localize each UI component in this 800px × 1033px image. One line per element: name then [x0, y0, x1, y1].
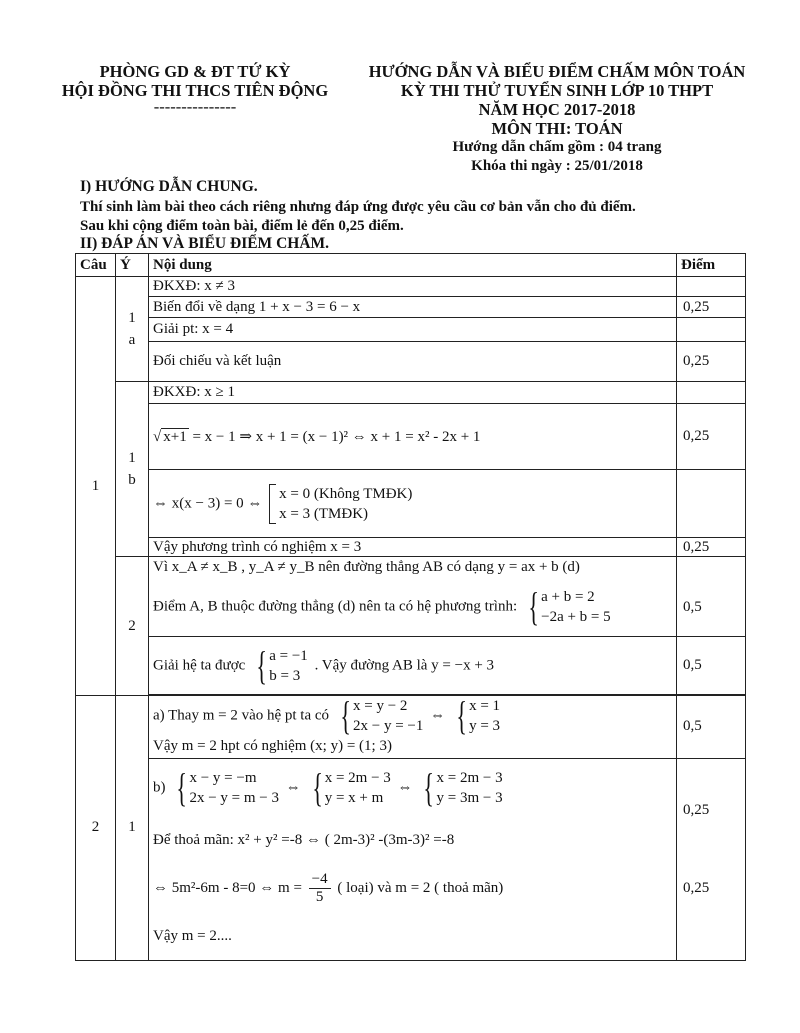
points-cell: 0,25 — [677, 342, 746, 382]
exam-name: KỲ THI THỬ TUYỂN SINH LỚP 10 THPT — [400, 81, 714, 100]
header-left — [40, 62, 350, 114]
points-cell: 0,25 — [677, 538, 746, 557]
content-cell: Để thoả mãn: x² + y² =-8 ⇔ ( 2m-3)² -(3m-3)² =-8 — [149, 818, 677, 862]
equation-text: a) Thay m = 2 vào hệ pt ta có — [153, 707, 330, 724]
table-row — [76, 470, 746, 538]
brace: { — [340, 693, 351, 738]
section2-title: II) ĐÁP ÁN VÀ BIỂU ĐIỂM CHẤM. — [80, 235, 330, 252]
points-cell: 0,25 — [677, 758, 746, 862]
solution-set — [269, 484, 412, 524]
equation-system — [308, 765, 391, 811]
fraction-denominator: 5 — [315, 888, 324, 905]
equivalence-arrow: ⇔ — [430, 707, 446, 724]
table-row — [76, 342, 746, 382]
points-cell — [677, 914, 746, 960]
table-row — [76, 696, 746, 737]
equivalence-arrow: ⇔ — [285, 779, 301, 796]
table-row — [76, 818, 746, 862]
content-cell — [149, 637, 677, 695]
system-line: x = 1 — [469, 698, 501, 714]
content-cell — [149, 579, 677, 637]
equation-system — [419, 765, 503, 811]
table-row — [76, 557, 746, 579]
department-name: PHÒNG GD & ĐT TỨ KỲ — [99, 62, 291, 81]
part-label: 2 — [116, 557, 149, 696]
table-row — [76, 579, 746, 637]
points-cell: 0,25 — [677, 862, 746, 914]
points-cell: 0,25 — [677, 404, 746, 470]
content-cell: ĐKXĐ: x ≠ 3 — [149, 277, 677, 297]
part-label: 1 — [116, 696, 149, 961]
school-year: NĂM HỌC 2017-2018 — [478, 100, 636, 119]
fraction-numerator: −4 — [309, 871, 331, 889]
content-cell: Đối chiếu và kết luận — [149, 342, 677, 382]
section1-title: I) HƯỚNG DẪN CHUNG. — [80, 178, 258, 195]
points-cell — [677, 470, 746, 538]
solution-line: x = 3 (TMĐK) — [279, 505, 369, 522]
equation-system — [524, 584, 611, 630]
points-cell — [677, 277, 746, 297]
system-line: y = 3 — [469, 718, 501, 734]
equation-text: ⇔ x(x − 3) = 0 ⇔ — [153, 494, 263, 511]
content-cell — [149, 862, 677, 914]
solution-line: x = 0 (Không TMĐK) — [279, 485, 413, 502]
content-cell: Vì x_A ≠ x_B , y_A ≠ y_B nên đường thẳng AB có dạng y = ax + b (d) — [149, 557, 677, 579]
table-row — [76, 637, 746, 695]
council-name: HỘI ĐỒNG THI THCS TIÊN ĐỘNG — [61, 81, 329, 100]
section1-line1: Thí sinh làm bài theo cách riêng nhưng đáp ứng được yêu cầu cơ bản vẫn cho đủ điểm. — [80, 199, 636, 215]
system-line: x = 2m − 3 — [324, 770, 391, 787]
table-row — [76, 862, 746, 914]
table-header-row — [76, 254, 746, 277]
equation-text: ⇔ 5m²-6m - 8=0 ⇔ m = — [153, 879, 302, 896]
content-cell — [149, 758, 677, 818]
content-cell: Biến đổi về dạng 1 + x − 3 = 6 − x — [149, 297, 677, 318]
system-line: 2x − y = m − 3 — [189, 790, 279, 807]
equation-text: . Vậy đường AB là y = −x + 3 — [314, 656, 495, 673]
section1-line2: Sau khi cộng điểm toàn bài, điểm lẻ đến 0,25 điểm. — [80, 218, 404, 234]
points-cell: 0,25 — [677, 297, 746, 318]
table-row — [76, 914, 746, 960]
system-line: x − y = −m — [189, 770, 257, 787]
equation-text: Điểm A, B thuộc đường thẳng (d) nên ta có hệ phương trình: — [153, 598, 518, 615]
header-dashes: --------------- — [153, 97, 237, 116]
col-header-noidung: Nội dung — [149, 254, 677, 277]
part-label: 1 b — [116, 382, 149, 557]
equation-system — [336, 693, 424, 738]
points-cell — [677, 557, 746, 579]
content-cell — [149, 470, 677, 538]
points-cell: 0,5 — [677, 579, 746, 637]
col-header-diem: Điểm — [677, 254, 746, 277]
system-line: x = 2m − 3 — [436, 770, 503, 787]
equation-system — [452, 693, 501, 738]
brace: { — [176, 765, 188, 811]
system-line: y = 3m − 3 — [436, 790, 503, 807]
table-row — [76, 382, 746, 404]
table-row — [76, 297, 746, 318]
system-line: a = −1 — [269, 647, 308, 664]
equation-text: = x − 1 ⇒ x + 1 = (x − 1)² ⇔ x + 1 = x² - 2x + 1 — [188, 429, 481, 445]
brace: { — [456, 693, 467, 738]
sqrt-symbol: √ — [153, 429, 162, 445]
equation-text: b) — [153, 779, 166, 796]
table-row — [76, 538, 746, 557]
content-cell: Vậy phương trình có nghiệm x = 3 — [149, 538, 677, 557]
table-row — [76, 318, 746, 342]
brace: { — [423, 765, 435, 811]
system-line: x = y − 2 — [353, 698, 408, 714]
points-cell: 0,5 — [677, 637, 746, 695]
system-line: y = x + m — [324, 790, 384, 807]
part-label: 1 a — [116, 277, 149, 382]
fraction — [309, 871, 331, 906]
bracket — [269, 484, 276, 524]
equation-text: ( loại) và m = 2 ( thoả mãn) — [337, 879, 504, 896]
header-right — [352, 62, 762, 176]
page-count: Hướng dẫn chấm gồm : 04 trang — [452, 139, 662, 155]
doc-title: HƯỚNG DẪN VÀ BIỂU ĐIỂM CHẤM MÔN TOÁN — [368, 62, 746, 81]
brace: { — [528, 584, 539, 630]
table-row — [76, 277, 746, 297]
content-cell: Giải pt: x = 4 — [149, 318, 677, 342]
points-cell: 0,5 — [677, 696, 746, 759]
content-cell: Vậy m = 2 hpt có nghiệm (x; y) = (1; 3) — [149, 736, 677, 758]
content-cell — [149, 693, 677, 738]
brace: { — [256, 642, 267, 688]
question-number: 2 — [76, 696, 116, 961]
col-header-y: Ý — [116, 254, 149, 277]
subject: MÔN THI: TOÁN — [491, 119, 623, 138]
system-line: −2a + b = 5 — [541, 609, 611, 626]
content-cell: Vậy m = 2.... — [149, 914, 677, 960]
exam-date: Khóa thi ngày : 25/01/2018 — [471, 158, 643, 174]
points-cell — [677, 382, 746, 404]
equation-system — [172, 765, 279, 811]
question-number: 1 — [76, 277, 116, 696]
system-line: a + b = 2 — [541, 589, 595, 606]
table-row — [76, 758, 746, 818]
equation-system — [252, 642, 308, 688]
system-line: b = 3 — [269, 667, 301, 684]
equivalence-arrow: ⇔ — [397, 779, 413, 796]
table-row — [76, 404, 746, 470]
content-cell: ĐKXĐ: x ≥ 1 — [149, 382, 677, 404]
sqrt-radicand: x+1 — [163, 429, 187, 445]
table-row — [76, 736, 746, 758]
content-cell — [149, 404, 677, 470]
points-cell — [677, 318, 746, 342]
brace: { — [311, 765, 323, 811]
grading-table — [75, 253, 746, 961]
equation-text: Giải hệ ta được — [153, 656, 246, 673]
col-header-cau: Câu — [76, 254, 116, 277]
system-line: 2x − y = −1 — [353, 718, 424, 734]
